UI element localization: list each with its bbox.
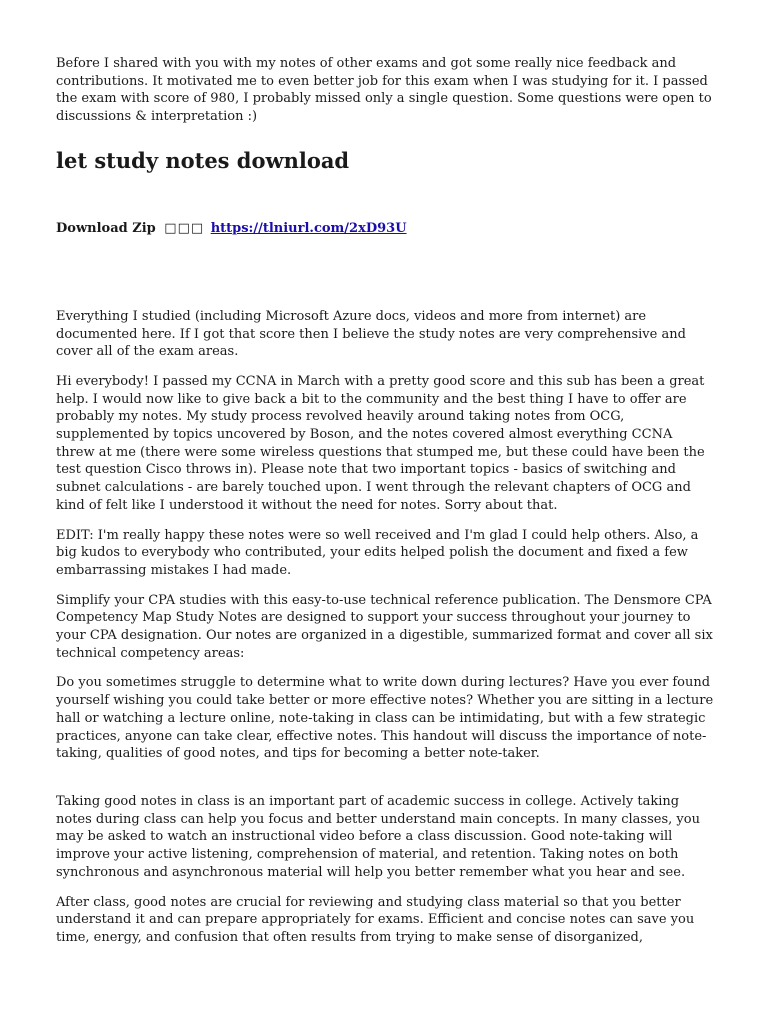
body-paragraph: EDIT: I'm really happy these notes were so well received and I'm glad I could help others. Also, a big kudos to everybody who contributed, your edits helped polish the document and fixed a few embarrassing mistakes I had made.: [56, 527, 699, 578]
download-link[interactable]: https://tlniurl.com/2xD93U: [210, 220, 407, 236]
download-label: Download Zip: [56, 220, 156, 236]
placeholder-glyphs: □□□: [164, 220, 205, 236]
body-paragraph: Hi everybody! I passed my CCNA in March with a pretty good score and this sub has been a great help. I would now like to give back a bit to the community and the best thing I have to offer are probably my notes. My study process revolved heavily around taking notes from OCG, supplemented by topics uncovered by Boson, and the notes covered almost everything CCNA threw at me (there were some wireless questions that stumped me, but these could have been the test question Cisco throws in). Please note that two important topics - basics of switching and subnet calculations - are barely touched upon. I went through the relevant chapters of OCG and kind of felt like I understood it without the need for notes. Sorry about that.: [56, 373, 705, 513]
download-line: [56, 220, 714, 238]
page-title: let study notes download: [56, 147, 350, 173]
body-paragraph: Everything I studied (including Microsoft Azure docs, videos and more from internet) are documented here. If I got that score then I believe the study notes are very comprehensive and cover all of the exam areas.: [56, 308, 686, 360]
body-paragraph: After class, good notes are crucial for reviewing and studying class material so that you better understand it and can prepare appropriately for exams. Efficient and concise notes can save you time, energy, and confusion that often results from trying to make sense of disorganized,: [56, 894, 695, 945]
body-paragraph: Do you sometimes struggle to determine what to write down during lectures? Have you ever found yourself wishing you could take better or more effective notes? Whether you are sitting in a lecture hall or watching a lecture online, note-taking in class can be intimidating, but with a few strategic practices, anyone can take clear, effective notes. This handout will discuss the importance of note-taking, qualities of good notes, and tips for becoming a better note-taker.: [56, 675, 714, 762]
body-paragraph: Taking good notes in class is an important part of academic success in college. Actively taking notes during class can help you focus and better understand main concepts. In many classes, you may be asked to watch an instructional video before a class discussion. Good note-taking will improve your active listening, comprehension of material, and retention. Taking notes on both synchronous and asynchronous material will help you better remember what you hear and see.: [56, 793, 700, 880]
intro-paragraph: Before I shared with you with my notes of other exams and got some really nice feedback and contributions. It motivated me to even better job for this exam when I was studying for it. I passed the exam with score of 980, I probably missed only a single question. Some questions were open to discussions & interpretation :): [56, 56, 712, 125]
body-paragraph: Simplify your CPA studies with this easy-to-use technical reference publication. The Densmore CPA Competency Map Study Notes are designed to support your success throughout your journey to your CPA designation. Our notes are organized in a digestible, summarized format and cover all six technical competency areas:: [56, 592, 713, 661]
